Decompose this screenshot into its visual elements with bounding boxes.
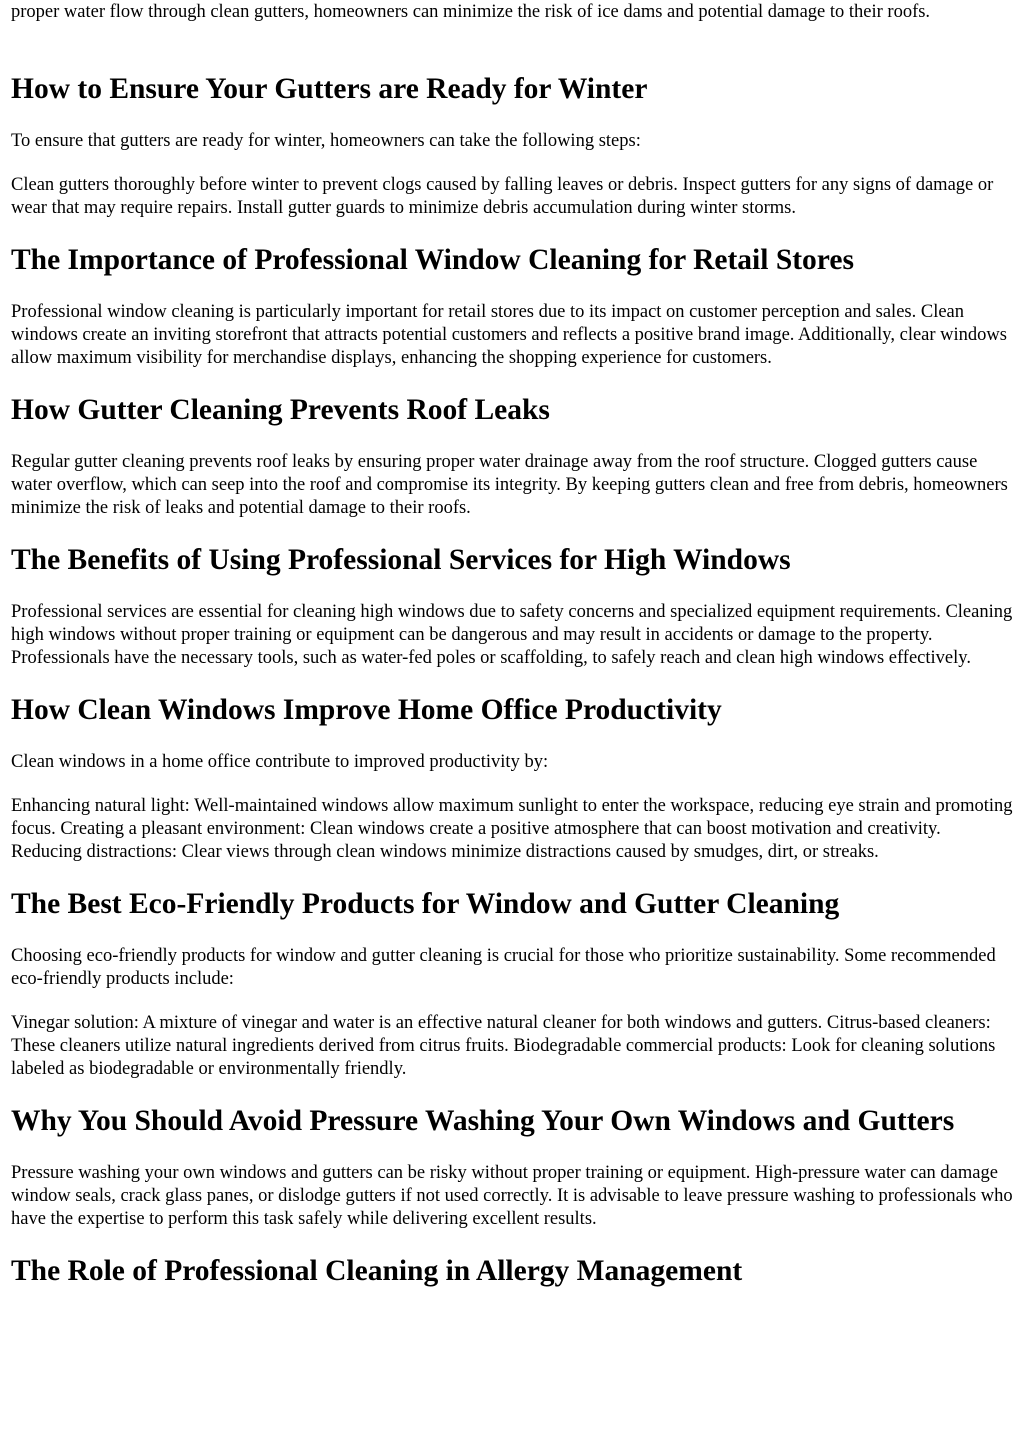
section-paragraph: Regular gutter cleaning prevents roof leaks by ensuring proper water drainage away from the roof structure. Clogged gutters cause water overflow, which can seep into the roof and compromise its integrity. By keeping gutters clean and free from debris, homeowners minimize the risk of leaks and potential damage to their roofs. <box>11 452 1008 518</box>
section-heading: How Gutter Cleaning Prevents Roof Leaks <box>11 394 550 426</box>
section-paragraph: Clean windows in a home office contribute to improved productivity by: <box>11 752 549 772</box>
section-paragraph: Pressure washing your own windows and gutters can be risky without proper training or equipment. High-pressure water can damage window seals, crack glass panes, or dislodge gutters if not used correctly. It is advisable to leave pressure washing to professionals who have the expertise to perform this task safely while delivering excellent results. <box>11 1163 1013 1229</box>
section-high-windows <box>11 541 1013 670</box>
section-paragraph: Enhancing natural light: Well-maintained windows allow maximum sunlight to enter the workspace, reducing eye strain and promoting focus. Creating a pleasant environment: Clean windows create a positive atmosphere that can boost motivation and creativity. Reducing distractions: Clear views through clean windows minimize distractions caused by smudges, dirt, or streaks. <box>11 796 1013 862</box>
intro-paragraph: proper water flow through clean gutters, homeowners can minimize the risk of ice dams and potential damage to their roofs. <box>11 2 931 22</box>
section-heading: How to Ensure Your Gutters are Ready for Winter <box>11 73 648 105</box>
section-heading: The Benefits of Using Professional Services for High Windows <box>11 544 791 576</box>
section-heading: How Clean Windows Improve Home Office Productivity <box>11 694 722 726</box>
section-paragraph: To ensure that gutters are ready for winter, homeowners can take the following steps: <box>11 131 641 151</box>
section-pressure-washing <box>11 1102 1013 1231</box>
section-gutters-winter <box>11 70 1013 220</box>
section-paragraph: Clean gutters thoroughly before winter to prevent clogs caused by falling leaves or debris. Inspect gutters for any signs of damage or wear that may require repairs. Install gutter guards to minimize debris accumulation during winter storms. <box>11 175 994 218</box>
section-eco-products <box>11 885 1013 1081</box>
section-retail-window-cleaning <box>11 241 1013 370</box>
section-paragraph: Professional services are essential for cleaning high windows due to safety concerns and specialized equipment requirements. Cleaning high windows without proper training or equipment can be dangerous and may result in accidents or damage to the property. Professionals have the necessary tools, such as water-fed poles or scaffolding, to safely reach and clean high windows effectively. <box>11 602 1013 668</box>
section-paragraph: Professional window cleaning is particularly important for retail stores due to its impact on customer perception and sales. Clean windows create an inviting storefront that attracts potential customers and reflects a positive brand image. Additionally, clear windows allow maximum visibility for merchandise displays, enhancing the shopping experience for customers. <box>11 302 1007 368</box>
section-roof-leaks <box>11 391 1013 520</box>
section-heading: The Best Eco-Friendly Products for Window and Gutter Cleaning <box>11 888 840 920</box>
section-paragraph: Choosing eco-friendly products for window and gutter cleaning is crucial for those who prioritize sustainability. Some recommended eco-friendly products include: <box>11 946 996 989</box>
section-home-office <box>11 691 1013 864</box>
section-paragraph: Vinegar solution: A mixture of vinegar and water is an effective natural cleaner for both windows and gutters. Citrus-based cleaners: These cleaners utilize natural ingredients derived from citrus fruits. Biodegradable commercial products: Look for cleaning solutions labeled as biodegradable or environmentally friendly. <box>11 1013 996 1079</box>
section-heading: Why You Should Avoid Pressure Washing Your Own Windows and Gutters <box>11 1105 955 1137</box>
section-allergy-management <box>11 1252 1013 1290</box>
section-heading: The Role of Professional Cleaning in Allergy Management <box>11 1255 743 1287</box>
article-body <box>11 70 1013 1312</box>
section-heading: The Importance of Professional Window Cleaning for Retail Stores <box>11 244 854 276</box>
